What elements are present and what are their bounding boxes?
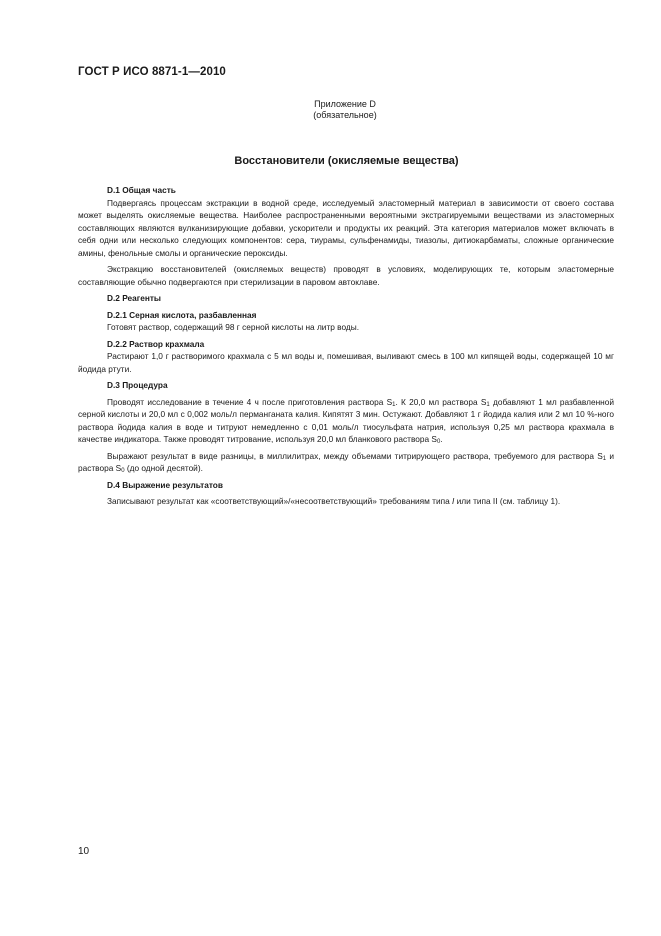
heading-d1: D.1 Общая часть [107, 185, 176, 195]
section-title: Восстановители (окисляемые вещества) [234, 155, 459, 167]
appendix-label: Приложение D [314, 99, 376, 109]
heading-d3: D.3 Процедура [107, 380, 168, 390]
heading-d4: D.4 Выражение результатов [107, 479, 223, 490]
paragraph-d4: Записывают результат как «соответствующий»/«несоответствующий» требованиям типа I или типа II (см. таблицу 1). [107, 496, 561, 506]
appendix-status: (обязательное) [313, 110, 377, 120]
page-number: 10 [78, 846, 90, 857]
paragraph-d3-1: Проводят исследование в течение 4 ч после приготовления раствора $S_1$. К 20,0 мл раствора $S_1$ добавляют 1 мл разбавленной серной кислоты и 20,0 мл с 0,002 моль/л перманганата калия. Кипятят 3 мин. Остужают. Добавляют 1 г йодида калия или 2 мл 10 %-ного раствора йодида калия в воде и титруют немедленно с 0,01 моль/л тиосульфата натрия, используя 0,25 мл раствора крахмала в качестве индикатора. Также проводят титрование, используя 20,0 мл бланкового раствора $S_0$. [78, 396, 615, 445]
document-body [78, 184, 614, 508]
paragraph-d3-2: Выражают результат в виде разницы, в миллилитрах, между объемами титрирующего раствора, требуемого для раствора $S_1$ и раствора $S_0$ (до одной десятой). [78, 450, 614, 474]
heading-d2: D.2 Реагенты [107, 293, 162, 303]
paragraph-d22: Растирают 1,0 г растворимого крахмала с 5 мл воды и, помешивая, выливают смесь в 100 мл кипящей воды, содержащей 10 мг йодида ртути. [78, 351, 614, 374]
paragraph-d21: Готовят раствор, содержащий 98 г серной кислоты на литр воды. [107, 322, 360, 332]
document-code: ГОСТ Р ИСО 8871-1—2010 [78, 66, 226, 78]
paragraph-d1-2: Экстракцию восстановителей (окисляемых веществ) проводят в условиях, моделирующих те, которым эластомерные составляющие обычно подвергаются при стерилизации в паровом автоклаве. [78, 264, 614, 287]
heading-d21: D.2.1 Серная кислота, разбавленная [107, 309, 257, 320]
heading-d22: D.2.2 Раствор крахмала [107, 338, 205, 349]
paragraph-d1-1: Подвергаясь процессам экстракции в водной среде, исследуемый эластомерный материал в зависимости от своего состава может выделять окисляемые вещества. Наиболее распространенными вероятными экстрагируемыми веществами из эластомерных составляющих являются вулканизирующие добавки, ускорители и продукты их реакций. Эта категория материалов может включать в себя одни или несколько следующих компонентов: сера, тиурамы, сульфенамиды, тиазолы, дитиокарбаматы, сложные органические амины, фенольные смолы и органические пероксиды. [78, 197, 614, 258]
